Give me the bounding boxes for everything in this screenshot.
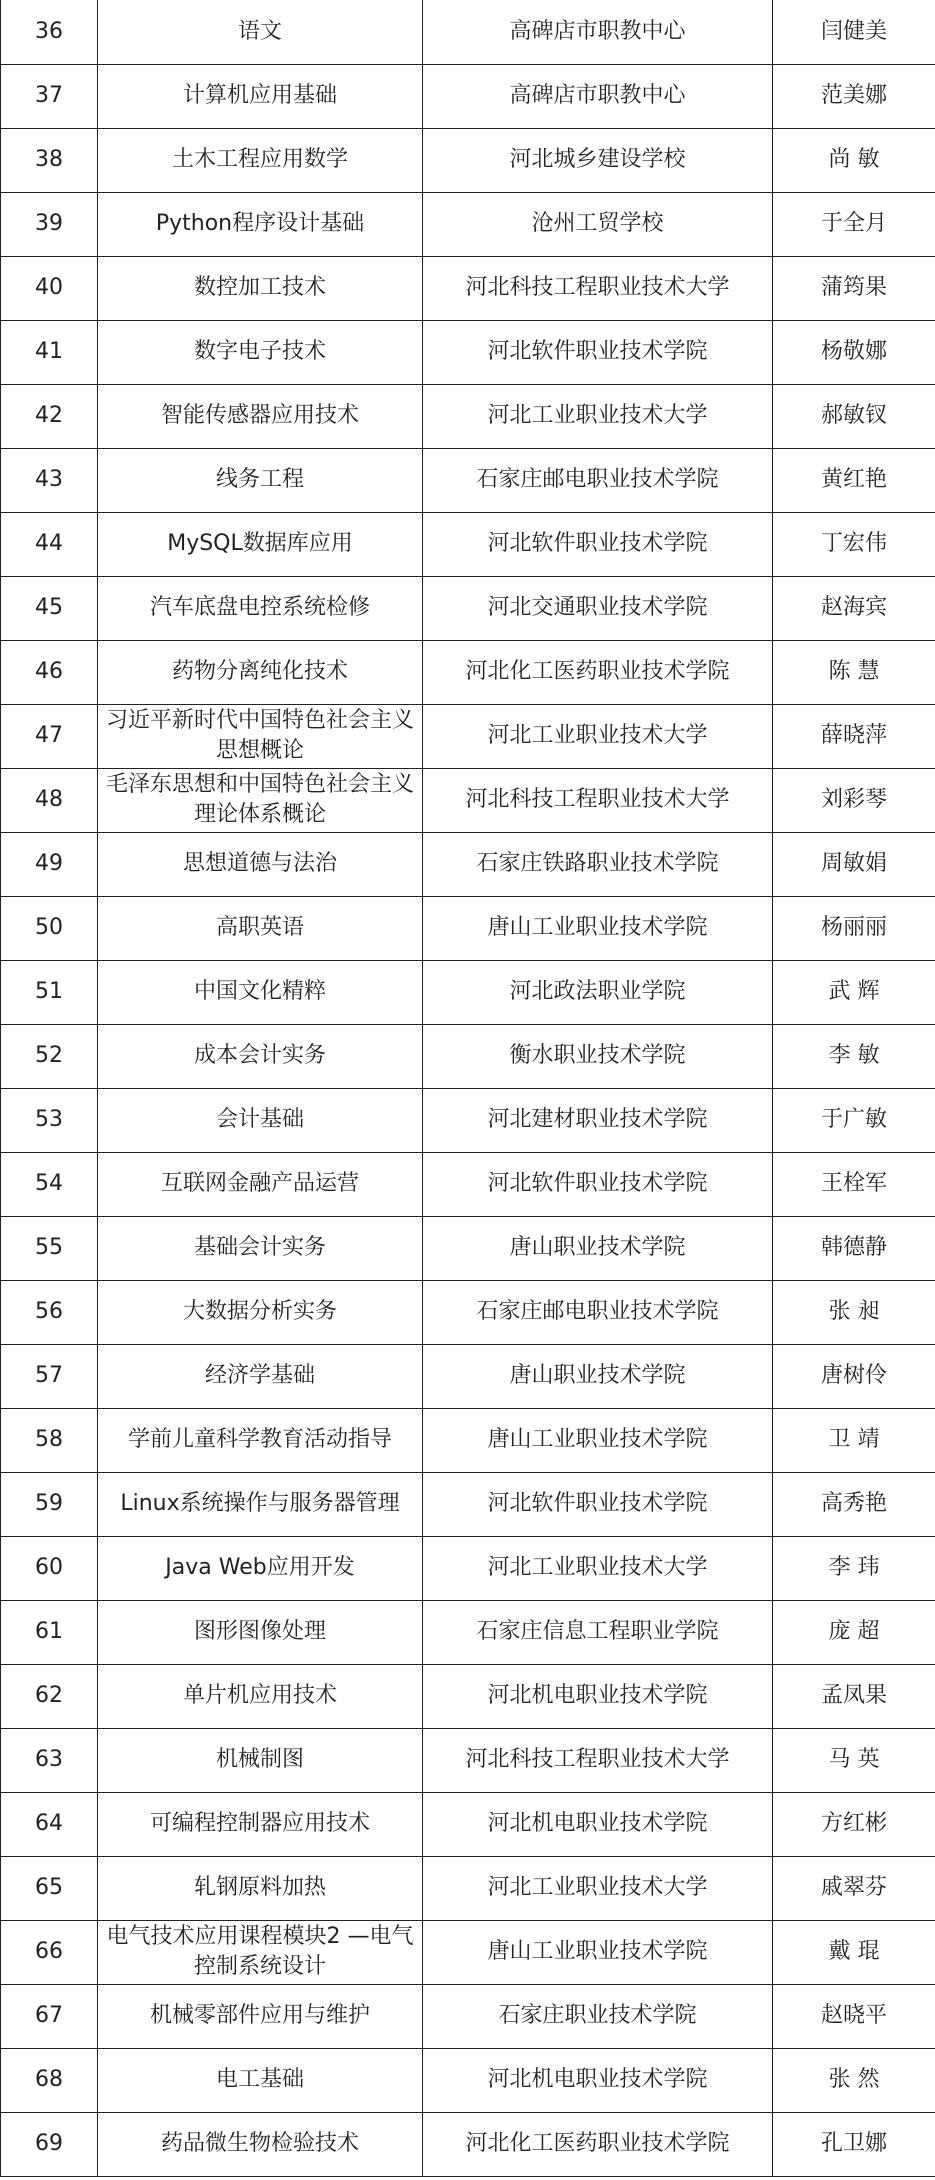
teacher-name-cell: 杨敬娜 [773,320,935,384]
school-name-cell: 沧州工贸学校 [423,192,773,256]
table-row [1,2048,935,2112]
school-name-cell: 河北科技工程职业技术大学 [423,256,773,320]
row-number-cell: 66 [1,1920,98,1984]
table-row [1,1216,935,1280]
row-number-cell: 53 [1,1088,98,1152]
table-row [1,1792,935,1856]
row-number-cell: 45 [1,576,98,640]
course-name-cell: 中国文化精粹 [98,960,423,1024]
school-name-cell: 河北软件职业技术学院 [423,1152,773,1216]
row-number-cell: 38 [1,128,98,192]
table-row [1,256,935,320]
row-number-cell: 62 [1,1664,98,1728]
row-number-cell: 61 [1,1600,98,1664]
row-number-cell: 56 [1,1280,98,1344]
course-name-cell: 思想道德与法治 [98,832,423,896]
row-number-cell: 43 [1,448,98,512]
row-number-cell: 65 [1,1856,98,1920]
school-name-cell: 唐山职业技术学院 [423,1216,773,1280]
table-row [1,1408,935,1472]
course-name-cell: 智能传感器应用技术 [98,384,423,448]
teacher-name-cell: 王栓军 [773,1152,935,1216]
school-name-cell: 河北机电职业技术学院 [423,1792,773,1856]
school-name-cell: 河北软件职业技术学院 [423,512,773,576]
school-name-cell: 石家庄铁路职业技术学院 [423,832,773,896]
course-name-cell: 线务工程 [98,448,423,512]
table-row [1,1344,935,1408]
teacher-name-cell: 李 玮 [773,1536,935,1600]
course-name-cell: 机械制图 [98,1728,423,1792]
course-name-cell: 汽车底盘电控系统检修 [98,576,423,640]
table-row [1,1472,935,1536]
course-name-cell: Python程序设计基础 [98,192,423,256]
row-number-cell: 57 [1,1344,98,1408]
row-number-cell: 37 [1,64,98,128]
teacher-name-cell: 戴 琨 [773,1920,935,1984]
row-number-cell: 54 [1,1152,98,1216]
school-name-cell: 河北工业职业技术大学 [423,384,773,448]
course-table-body [1,0,935,2176]
table-row [1,832,935,896]
teacher-name-cell: 赵海宾 [773,576,935,640]
course-name-cell: 数控加工技术 [98,256,423,320]
course-name-cell: 成本会计实务 [98,1024,423,1088]
teacher-name-cell: 丁宏伟 [773,512,935,576]
school-name-cell: 唐山职业技术学院 [423,1344,773,1408]
school-name-cell: 唐山工业职业技术学院 [423,1920,773,1984]
course-name-cell: 药品微生物检验技术 [98,2112,423,2176]
course-name-cell: 语文 [98,0,423,64]
row-number-cell: 58 [1,1408,98,1472]
row-number-cell: 41 [1,320,98,384]
course-name-cell: MySQL数据库应用 [98,512,423,576]
teacher-name-cell: 于广敏 [773,1088,935,1152]
row-number-cell: 55 [1,1216,98,1280]
row-number-cell: 64 [1,1792,98,1856]
course-name-cell: 经济学基础 [98,1344,423,1408]
school-name-cell: 高碑店市职教中心 [423,0,773,64]
school-name-cell: 河北政法职业学院 [423,960,773,1024]
table-row [1,1920,935,1984]
table-row [1,512,935,576]
row-number-cell: 50 [1,896,98,960]
course-name-cell: 大数据分析实务 [98,1280,423,1344]
row-number-cell: 51 [1,960,98,1024]
school-name-cell: 河北软件职业技术学院 [423,1472,773,1536]
school-name-cell: 河北城乡建设学校 [423,128,773,192]
row-number-cell: 49 [1,832,98,896]
course-name-cell: Linux系统操作与服务器管理 [98,1472,423,1536]
row-number-cell: 42 [1,384,98,448]
table-row [1,1728,935,1792]
course-name-cell: 电气技术应用课程模块2 —电气控制系统设计 [98,1920,423,1984]
teacher-name-cell: 尚 敏 [773,128,935,192]
table-row [1,2112,935,2176]
teacher-name-cell: 范美娜 [773,64,935,128]
teacher-name-cell: 庞 超 [773,1600,935,1664]
table-row [1,64,935,128]
school-name-cell: 河北科技工程职业技术大学 [423,768,773,832]
course-name-cell: 习近平新时代中国特色社会主义思想概论 [98,704,423,768]
school-name-cell: 高碑店市职教中心 [423,64,773,128]
course-name-cell: 图形图像处理 [98,1600,423,1664]
teacher-name-cell: 唐树伶 [773,1344,935,1408]
school-name-cell: 河北软件职业技术学院 [423,320,773,384]
row-number-cell: 39 [1,192,98,256]
school-name-cell: 唐山工业职业技术学院 [423,896,773,960]
school-name-cell: 石家庄信息工程职业学院 [423,1600,773,1664]
table-row [1,1152,935,1216]
row-number-cell: 44 [1,512,98,576]
table-row [1,128,935,192]
course-name-cell: 毛泽东思想和中国特色社会主义理论体系概论 [98,768,423,832]
table-row [1,0,935,64]
course-name-cell: 基础会计实务 [98,1216,423,1280]
row-number-cell: 36 [1,0,98,64]
teacher-name-cell: 张 昶 [773,1280,935,1344]
school-name-cell: 石家庄邮电职业技术学院 [423,448,773,512]
course-name-cell: Java Web应用开发 [98,1536,423,1600]
row-number-cell: 67 [1,1984,98,2048]
table-row [1,576,935,640]
course-name-cell: 高职英语 [98,896,423,960]
course-name-cell: 互联网金融产品运营 [98,1152,423,1216]
table-row [1,1600,935,1664]
school-name-cell: 河北交通职业技术学院 [423,576,773,640]
course-name-cell: 轧钢原料加热 [98,1856,423,1920]
table-row [1,896,935,960]
teacher-name-cell: 杨丽丽 [773,896,935,960]
table-row [1,1024,935,1088]
school-name-cell: 河北科技工程职业技术大学 [423,1728,773,1792]
school-name-cell: 河北化工医药职业技术学院 [423,640,773,704]
school-name-cell: 河北工业职业技术大学 [423,1856,773,1920]
school-name-cell: 石家庄职业技术学院 [423,1984,773,2048]
teacher-name-cell: 闫健美 [773,0,935,64]
row-number-cell: 47 [1,704,98,768]
course-name-cell: 单片机应用技术 [98,1664,423,1728]
teacher-name-cell: 郝敏钗 [773,384,935,448]
table-row [1,1536,935,1600]
school-name-cell: 河北建材职业技术学院 [423,1088,773,1152]
row-number-cell: 59 [1,1472,98,1536]
teacher-name-cell: 张 然 [773,2048,935,2112]
school-name-cell: 河北工业职业技术大学 [423,1536,773,1600]
teacher-name-cell: 于全月 [773,192,935,256]
course-name-cell: 可编程控制器应用技术 [98,1792,423,1856]
school-name-cell: 河北机电职业技术学院 [423,2048,773,2112]
table-row [1,1856,935,1920]
teacher-name-cell: 孟凤果 [773,1664,935,1728]
course-name-cell: 学前儿童科学教育活动指导 [98,1408,423,1472]
table-row [1,384,935,448]
teacher-name-cell: 韩德静 [773,1216,935,1280]
table-row [1,192,935,256]
teacher-name-cell: 薛晓萍 [773,704,935,768]
teacher-name-cell: 赵晓平 [773,1984,935,2048]
row-number-cell: 69 [1,2112,98,2176]
teacher-name-cell: 刘彩琴 [773,768,935,832]
table-row [1,1088,935,1152]
table-row [1,1280,935,1344]
row-number-cell: 63 [1,1728,98,1792]
row-number-cell: 40 [1,256,98,320]
table-row [1,320,935,384]
teacher-name-cell: 孔卫娜 [773,2112,935,2176]
teacher-name-cell: 马 英 [773,1728,935,1792]
teacher-name-cell: 方红彬 [773,1792,935,1856]
teacher-name-cell: 高秀艳 [773,1472,935,1536]
course-name-cell: 数字电子技术 [98,320,423,384]
teacher-name-cell: 卫 靖 [773,1408,935,1472]
teacher-name-cell: 黄红艳 [773,448,935,512]
course-name-cell: 药物分离纯化技术 [98,640,423,704]
table-row [1,448,935,512]
table-row [1,1984,935,2048]
table-row [1,1664,935,1728]
table-row [1,640,935,704]
course-name-cell: 电工基础 [98,2048,423,2112]
row-number-cell: 60 [1,1536,98,1600]
row-number-cell: 52 [1,1024,98,1088]
course-name-cell: 计算机应用基础 [98,64,423,128]
course-name-cell: 机械零部件应用与维护 [98,1984,423,2048]
school-name-cell: 河北机电职业技术学院 [423,1664,773,1728]
table-row [1,768,935,832]
school-name-cell: 河北工业职业技术大学 [423,704,773,768]
teacher-name-cell: 李 敏 [773,1024,935,1088]
row-number-cell: 48 [1,768,98,832]
school-name-cell: 河北化工医药职业技术学院 [423,2112,773,2176]
course-name-cell: 会计基础 [98,1088,423,1152]
row-number-cell: 68 [1,2048,98,2112]
teacher-name-cell: 戚翠芬 [773,1856,935,1920]
table-row [1,960,935,1024]
teacher-name-cell: 陈 慧 [773,640,935,704]
course-name-cell: 土木工程应用数学 [98,128,423,192]
school-name-cell: 衡水职业技术学院 [423,1024,773,1088]
school-name-cell: 石家庄邮电职业技术学院 [423,1280,773,1344]
school-name-cell: 唐山工业职业技术学院 [423,1408,773,1472]
teacher-name-cell: 武 辉 [773,960,935,1024]
row-number-cell: 46 [1,640,98,704]
teacher-name-cell: 蒲筠果 [773,256,935,320]
table-row [1,704,935,768]
teacher-name-cell: 周敏娟 [773,832,935,896]
